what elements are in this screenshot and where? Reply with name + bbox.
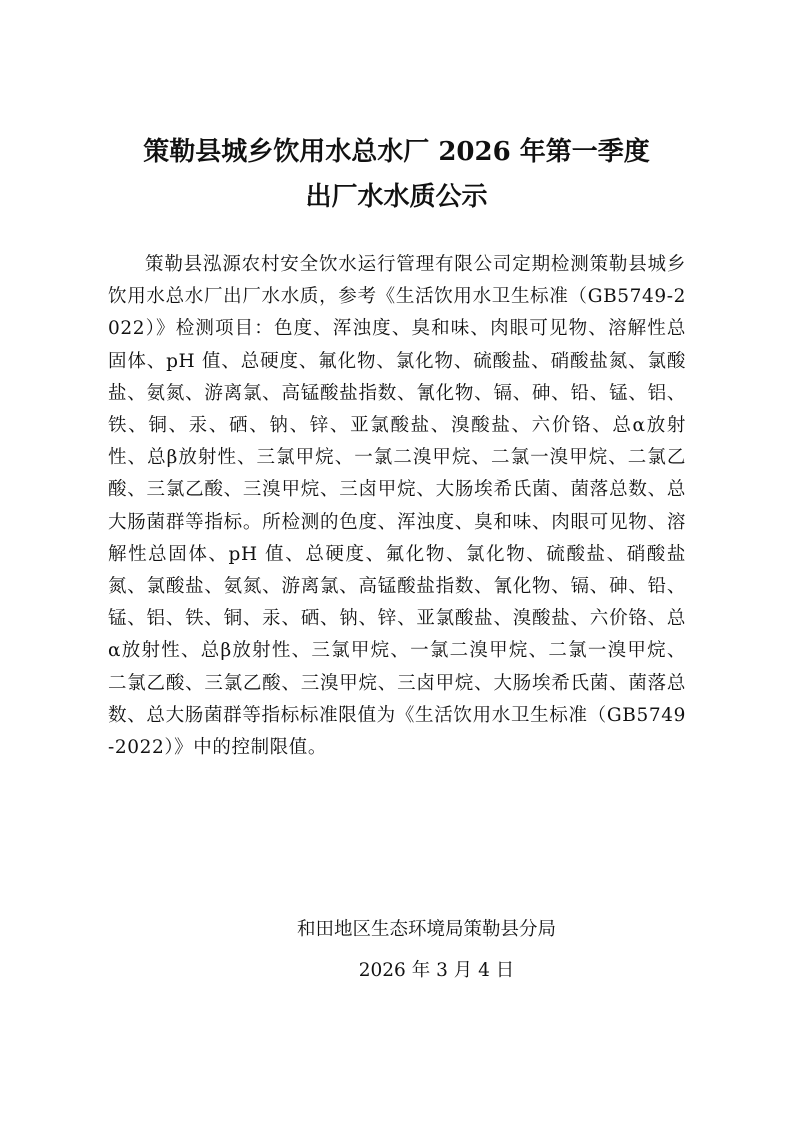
document-body-paragraph: 策勒县泓源农村安全饮水运行管理有限公司定期检测策勒县城乡饮用水总水厂出厂水水质，参考《生活饮用水卫生标准（GB5749-2022）》检测项目：色度、浑浊度、臭和味、肉眼可见物、溶解性总固体、pH 值、总硬度、氟化物、氯化物、硫酸盐、硝酸盐氮、氯酸盐、氨氮、游离氯、高锰酸盐指数、氰化物、镉、砷、铅、锰、铝、铁、铜、汞、硒、钠、锌、亚氯酸盐、溴酸盐、六价铬、总α放射性、总β放射性、三氯甲烷、一氯二溴甲烷、二氯一溴甲烷、二氯乙酸、三氯乙酸、三溴甲烷、三卤甲烷、大肠埃希氏菌、菌落总数、总大肠菌群等指标。所检测的色度、浑浊度、臭和味、肉眼可见物、溶解性总固体、pH 值、总硬度、氟化物、氯化物、硫酸盐、硝酸盐氮、氯酸盐、氨氮、游离氯、高锰酸盐指数、氰化物、镉、砷、铅、锰、铝、铁、铜、汞、硒、钠、锌、亚氯酸盐、溴酸盐、六价铬、总α放射性、总β放射性、三氯甲烷、一氯二溴甲烷、二氯一溴甲烷、二氯乙酸、三氯乙酸、三溴甲烷、三卤甲烷、大肠埃希氏菌、菌落总数、总大肠菌群等指标标准限值为《生活饮用水卫生标准（GB5749-2022）》中的控制限值。 bbox=[108, 254, 686, 759]
signature-organization: 和田地区生态环境局策勒县分局 bbox=[296, 919, 556, 940]
document-title-line-2: 出厂水水质公示 bbox=[305, 182, 488, 212]
document-title-line-1: 策勒县城乡饮用水总水厂 2026 年第一季度 bbox=[143, 137, 650, 167]
signature-date: 2026 年 3 月 4 日 bbox=[358, 960, 515, 981]
